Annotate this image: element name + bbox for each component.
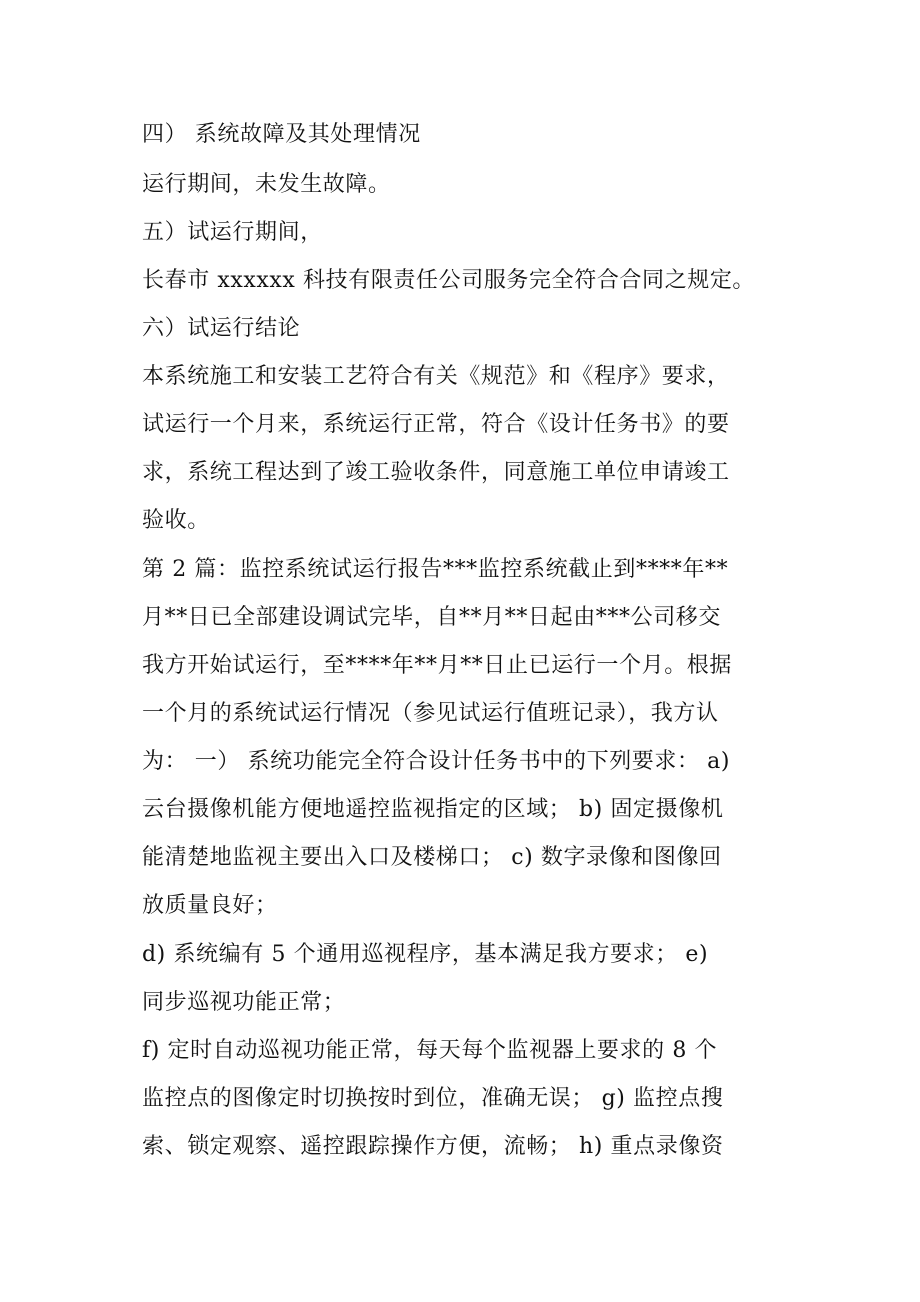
text-line: 试运行一个月来，系统运行正常，符合《设计任务书》的要 [142, 412, 730, 437]
text-line: 监控点的图像定时切换按时到位，准确无误； g) 监控点搜 [142, 1086, 724, 1111]
text-line: 云台摄像机能方便地遥控监视指定的区域； b) 固定摄像机 [142, 797, 724, 822]
text-line: f) 定时自动巡视功能正常，每天每个监视器上要求的 8 个 [142, 1038, 718, 1063]
text-line: 求，系统工程达到了竣工验收条件，同意施工单位申请竣工 [142, 460, 730, 485]
text-line: 本系统施工和安装工艺符合有关《规范》和《程序》要求， [142, 364, 730, 389]
text-line: 一个月的系统试运行情况（参见试运行值班记录），我方认 [142, 701, 719, 726]
text-line: 能清楚地监视主要出入口及楼梯口； c) 数字录像和图像回 [142, 845, 722, 870]
text-line: 运行期间，未发生故障。 [142, 172, 391, 197]
text-line: 五）试运行期间， [142, 220, 323, 245]
text-line: 我方开始试运行，至****年**月**日止已运行一个月。根据 [142, 653, 733, 678]
text-line: 放质量良好； [142, 893, 278, 918]
text-line: 验收。 [142, 508, 210, 533]
text-line: 四） 系统故障及其处理情况 [142, 122, 421, 147]
text-line: 月**日已全部建设调试完毕，自**月**日起由***公司移交 [142, 605, 722, 630]
text-line: 同步巡视功能正常； [142, 990, 346, 1015]
text-line: 长春市 xxxxxx 科技有限责任公司服务完全符合合同之规定。 [142, 268, 756, 293]
text-line: 六）试运行结论 [142, 316, 301, 341]
text-line: d) 系统编有 5 个通用巡视程序，基本满足我方要求； e) [142, 942, 709, 967]
text-line: 索、锁定观察、遥控跟踪操作方便，流畅； h) 重点录像资 [142, 1134, 724, 1159]
text-line: 为： 一） 系统功能完全符合设计任务书中的下列要求： a) [142, 749, 731, 774]
text-line: 第 2 篇：监控系统试运行报告***监控系统截止到****年** [142, 557, 729, 582]
